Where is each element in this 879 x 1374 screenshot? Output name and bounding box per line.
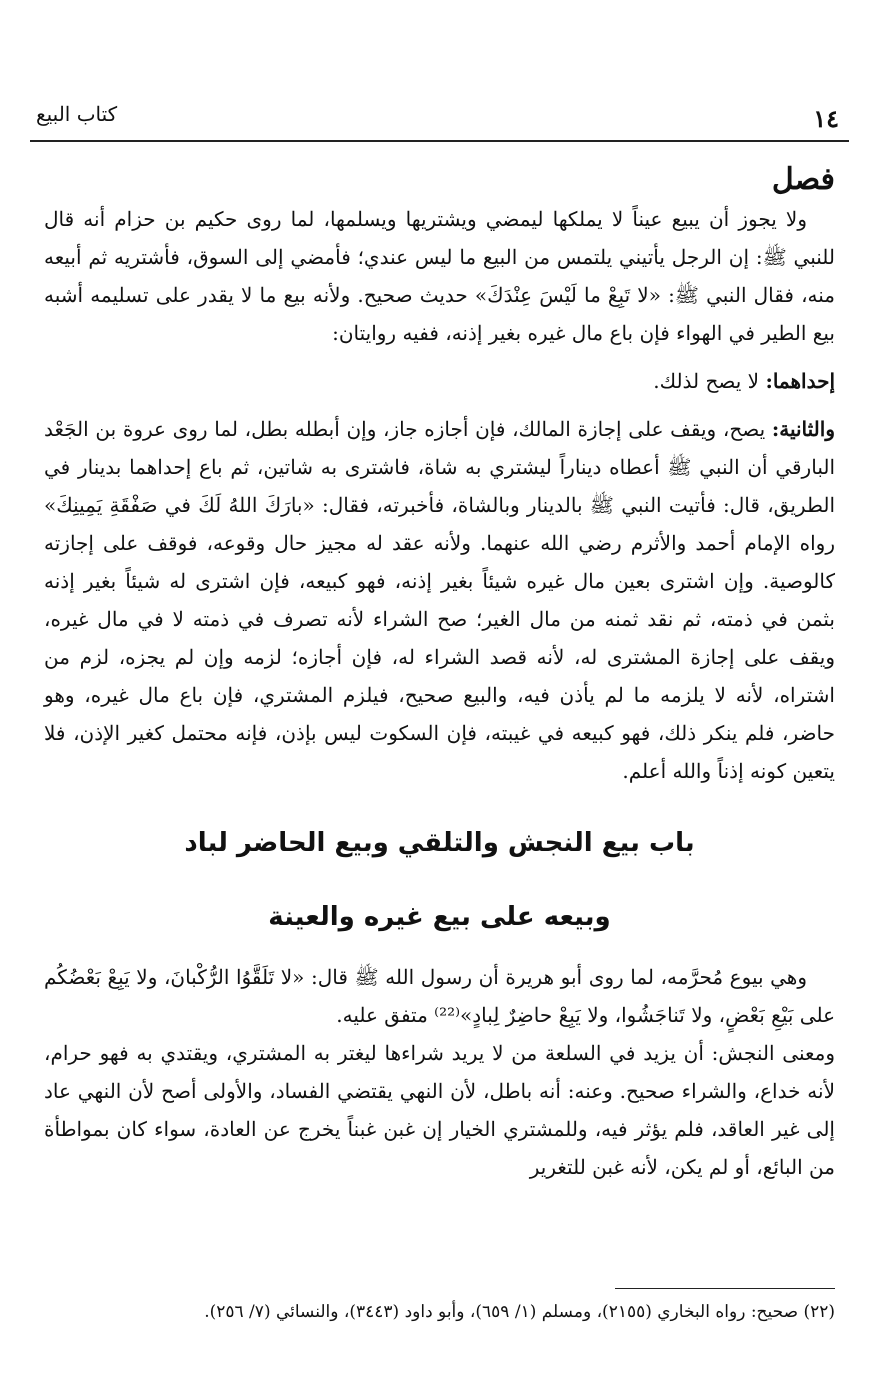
- running-head: كتاب البيع: [36, 102, 118, 126]
- paragraph-chapter-intro: وهي بيوع مُحرَّمه، لما روى أبو هريرة أن رسول الله ﷺ قال: «لا تَلَقَّوُا الرُّكْبانَ، ولا يَبِعْ بَعْضُكُم على بَيْعِ بَعْضٍ، ولا تَناجَشُوا، ولا يَبِعْ حاضِرٌ لِبادٍ»⁽²²⁾ متفق عليه.: [44, 965, 835, 1027]
- paragraph-first-narration: [44, 362, 835, 400]
- chapter-title-line-1: باب بيع النجش والتلقي وبيع الحاضر لباد: [184, 828, 695, 858]
- second-narration-label: والثانية:: [771, 417, 835, 441]
- page-header: [30, 96, 849, 142]
- page-number: ١٤: [813, 104, 839, 133]
- second-narration-text: يصح، ويقف على إجازة المالك، فإن أجازه جاز، وإن أبطله بطل، لما روى عروة بن الجَعْد البارقي أن النبي ﷺ أعطاه ديناراً ليشتري به شاة، فاشترى به شاتين، ثم باع إحداهما بدينار في الطريق، قال: فأتيت النبي ﷺ بالدينار وبالشاة، فأخبرته، فقال: «بارَكَ اللهُ لَكَ في صَفْقَةِ يَمِينِكَ» رواه الإمام أحمد والأثرم رضي الله عنهما. ولأنه عقد له مجيز حال وقوعه، فوقف على إجازته كالوصية. وإن اشترى بعين مال غيره شيئاً بغير إذنه، فهو كبيعه، فإن اشترى له شيئاً بغير إذنه بثمن في ذمته، ثم نقد ثمنه من مال الغير؛ صح الشراء لأنه تصرف في ذمته لا في مال غيره، ويقف على إجازة المشترى له، لأنه قصد الشراء له، فإن أجازه؛ لزمه وإن لم يجزه، لزم من اشتراه، لأنه لا يلزمه ما لم يأذن فيه، والبيع صحيح، فيلزم المشتري، فإن باع مال غيره، وهو حاضر، فلم ينكر ذلك، فهو كبيعه في غيبته، فإن السكوت ليس بإذن، فإنه محتمل كغير الإذن، فلا يتعين كونه إذناً والله أعلم.: [44, 417, 835, 783]
- first-narration-text: لا يصح لذلك.: [653, 369, 766, 393]
- paragraph-najsh: ومعنى النجش: أن يزيد في السلعة من لا يريد شراءها ليغتر به المشتري، ويقتدي به فهو حرام، لأنه خداع، والشراء صحيح. وعنه: أنه باطل، لأن النهي يقتضي الفساد، والأولى أصح لأن النهي عاد إلى غير العاقد، فلم يؤثر فيه، وللمشتري الخيار إن غبن غبناً يخرج عن العادة، سواء كان بمواطأة من البائع، أو لم يكن، لأنه غبن للتغرير: [44, 1041, 835, 1179]
- section-heading: فصل: [771, 162, 835, 197]
- paragraph-intro: ولا يجوز أن يبيع عيناً لا يملكها ليمضي ويشتريها ويسلمها، لما روى حكيم بن حزام أنه قال للنبي ﷺ: إن الرجل يأتيني يلتمس من البيع ما ليس عندي؛ فأمضي إلى السوق، فأشتريه ثم أبيعه منه، فقال النبي ﷺ: «لا تَبِعْ ما لَيْسَ عِنْدَكَ» حديث صحيح. ولأنه بيع ما لا يقدر على تسليمه أشبه بيع الطير في الهواء فإن باع مال غيره بغير إذنه، ففيه روايتان:: [44, 207, 835, 345]
- page-body: [44, 160, 835, 1186]
- first-narration-label: إحداهما:: [765, 369, 835, 393]
- footnote-divider: [615, 1288, 835, 1289]
- footnote: (٢٢) صحيح: رواه البخاري (٢١٥٥)، ومسلم (١/ ٦٥٩)، وأبو داود (٣٤٤٣)، والنسائي (٧/ ٢٥٦).: [204, 1302, 835, 1322]
- paragraph-second-narration: [44, 410, 835, 790]
- chapter-title-line-2: وبيعه على بيع غيره والعينة: [268, 902, 611, 932]
